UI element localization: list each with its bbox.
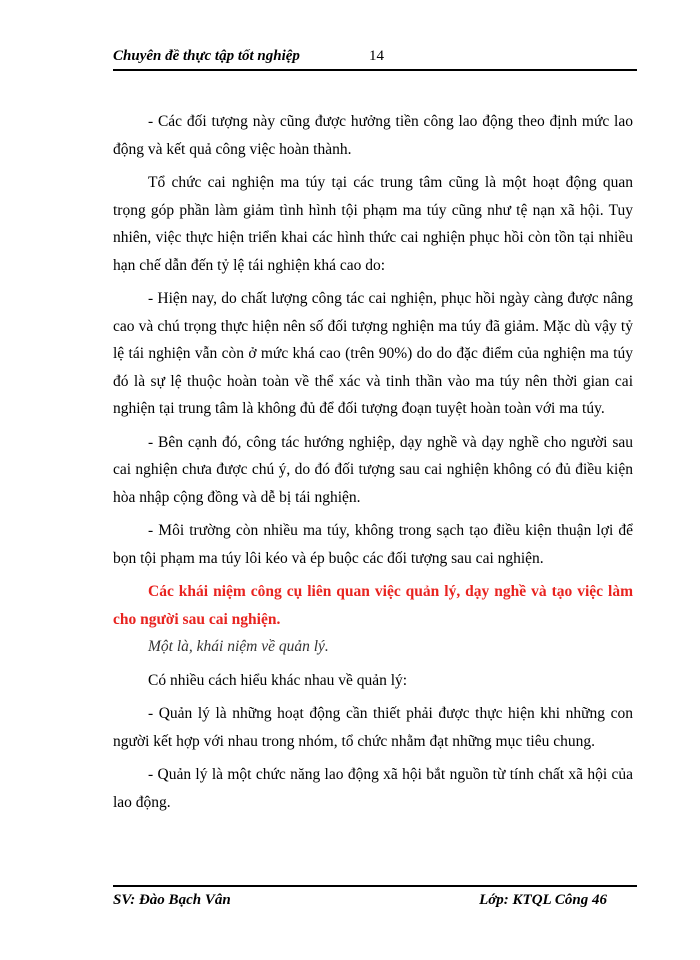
paragraph-2: Tổ chức cai nghiện ma túy tại các trung tâm cũng là một hoạt động quan trọng góp phần làm giảm tình hình tội phạm ma túy cũng như tệ nạn xã hội. Tuy nhiên, việc thực hiện triển khai các hình thức cai nghiện phục hồi còn tồn tại nhiều hạn chế dẫn đến tỷ lệ tái nghiện khá cao do:	[113, 174, 633, 274]
page-footer	[113, 885, 637, 915]
paragraph-1: - Các đối tượng này cũng được hưởng tiền công lao động theo định mức lao động và kết quả công việc hoàn thành.	[113, 113, 633, 158]
footer-student: SV: Đào Bạch Vân	[113, 892, 231, 908]
header-title: Chuyên đề thực tập tốt nghiệp	[113, 48, 300, 64]
page-number: 14	[369, 48, 384, 64]
paragraph-4: - Bên cạnh đó, công tác hướng nghiệp, dạy nghề và dạy nghề cho người sau cai nghiện chưa được chú ý, do đó đối tượng sau cai nghiện không có đủ điều kiện hòa nhập cộng đồng và dễ bị tái nghiện.	[113, 433, 633, 506]
page-body	[113, 108, 633, 816]
page-header	[113, 46, 637, 72]
paragraph-6: Có nhiều cách hiểu khác nhau về quản lý:	[148, 671, 408, 689]
subheading-italic: Một là, khái niệm về quản lý.	[148, 638, 329, 655]
section-heading: Các khái niệm công cụ liên quan việc quản lý, dạy nghề và tạo việc làm cho người sau cai nghiện.	[113, 583, 633, 628]
footer-divider	[113, 885, 637, 887]
paragraph-8: - Quản lý là một chức năng lao động xã hội bắt nguồn từ tính chất xã hội của lao động.	[113, 766, 633, 811]
footer-class: Lớp: KTQL Công 46	[479, 892, 607, 908]
paragraph-5: - Môi trường còn nhiều ma túy, không trong sạch tạo điều kiện thuận lợi để bọn tội phạm ma túy lôi kéo và ép buộc các đối tượng sau cai nghiện.	[113, 522, 633, 567]
header-divider	[113, 69, 637, 71]
paragraph-3: - Hiện nay, do chất lượng công tác cai nghiện, phục hồi ngày càng được nâng cao và chú trọng thực hiện nên số đối tượng nghiện ma túy đã giảm. Mặc dù vậy tỷ lệ tái nghiện vẫn còn ở mức khá cao (trên 90%) do do đặc điểm của nghiện ma túy đó là sự lệ thuộc hoàn toàn về thể xác và tinh thần vào ma túy nên thời gian cai nghiện tại trung tâm là không đủ để đối tượng đoạn tuyệt hoàn toàn với ma túy.	[113, 290, 633, 417]
paragraph-7: - Quản lý là những hoạt động cần thiết phải được thực hiện khi những con người kết hợp với nhau trong nhóm, tổ chức nhằm đạt những mục tiêu chung.	[113, 705, 633, 750]
